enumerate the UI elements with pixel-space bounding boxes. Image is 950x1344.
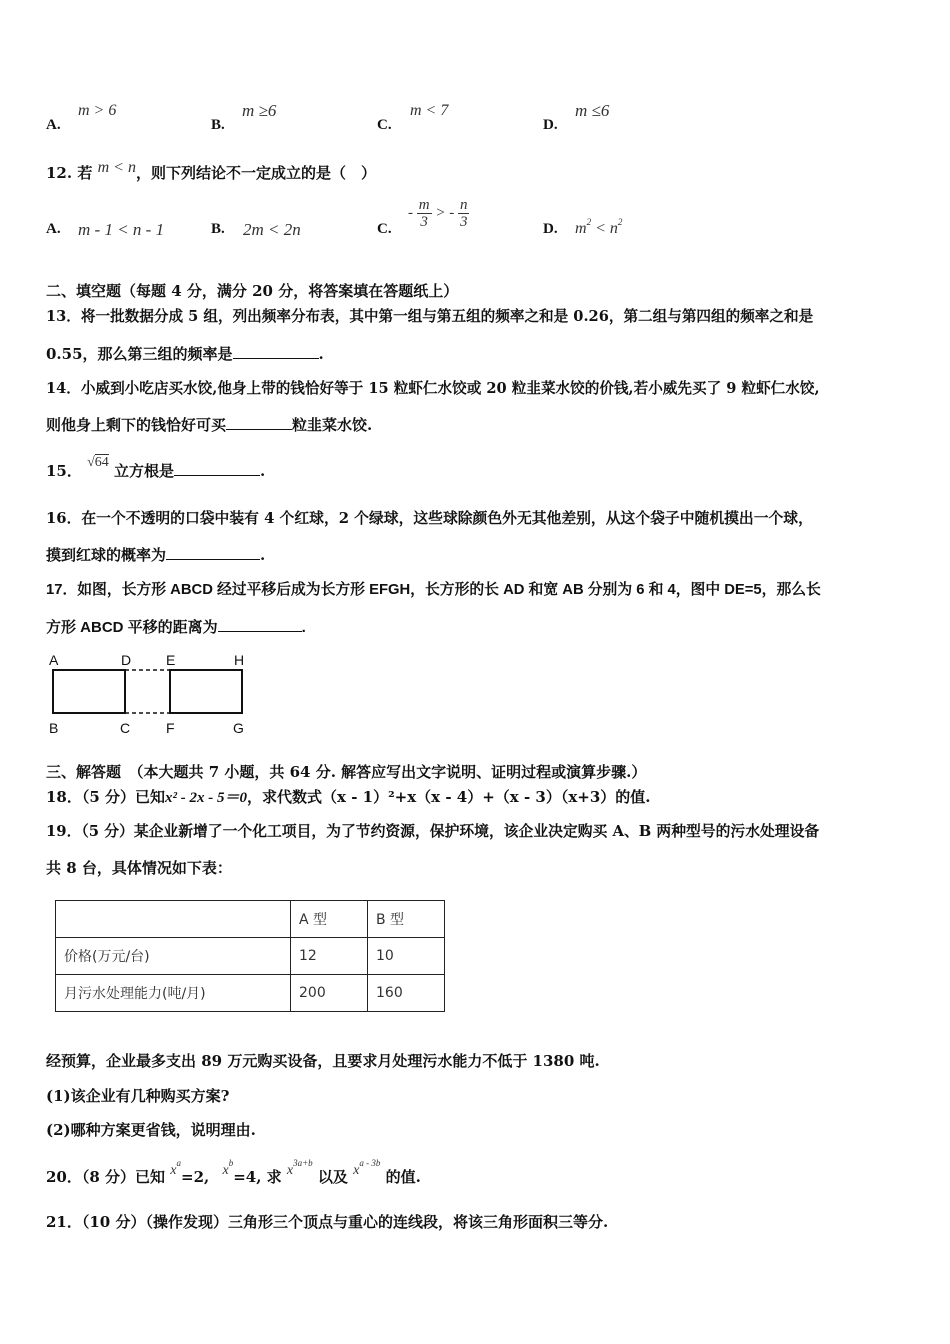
period: . xyxy=(260,462,266,480)
power-x-b xyxy=(222,1158,234,1178)
q11-option-d xyxy=(543,114,558,134)
power-x-3a-plus-b xyxy=(286,1158,313,1178)
table-header-row xyxy=(56,901,445,938)
q12-stem xyxy=(46,159,376,183)
q12-option-a-letter: A. xyxy=(46,221,61,237)
table-header-cell: B 型 xyxy=(368,901,445,938)
q21: 21．（10 分）（操作发现）三角形三个顶点与重心的连线段，将该三角形面积三等分. xyxy=(46,1213,609,1231)
exponent: a - 3b xyxy=(359,1158,381,1168)
equipment-table xyxy=(55,900,445,1012)
table-cell: 价格(万元/台) xyxy=(56,938,291,975)
q13-line1: 13．将一批数据分成 5 组，列出频率分布表，其中第一组与第五组的频率之和是 0.26，第二组与第四组的频率之和是 xyxy=(46,308,814,325)
q14-line2-tail: 粒韭菜水饺. xyxy=(292,416,373,434)
rectangle-translation-figure xyxy=(44,650,254,740)
q12-pre: 若 xyxy=(77,164,93,182)
and-text: 以及 xyxy=(317,1168,348,1186)
q12-option-d-math xyxy=(575,217,623,238)
label-g: G xyxy=(233,720,244,736)
exponent: b xyxy=(228,1158,234,1168)
q16-line2-text: 摸到红球的概率为 xyxy=(46,546,167,564)
option-letter: B. xyxy=(211,117,225,133)
exponent: a xyxy=(176,1158,181,1168)
label-d: D xyxy=(121,652,132,668)
q11-option-b-math: m ≥6 xyxy=(242,101,277,120)
denominator: 3 xyxy=(459,214,468,230)
q19-after1: 经预算，企业最多支出 89 万元购买设备，且要求月处理污水能力不低于 1380 吨. xyxy=(46,1052,600,1070)
label-a: A xyxy=(49,652,59,668)
fraction-m-over-3 xyxy=(417,197,432,230)
sqrt-expression: √64 xyxy=(87,455,109,470)
q18-rest: ，求代数式（x - 1）²+x（x - 4）+（x - 3）（x+3）的值. xyxy=(247,788,651,806)
answer-blank[interactable] xyxy=(218,619,302,632)
base: x xyxy=(286,1163,294,1178)
exponent: 2 xyxy=(586,217,592,227)
power-x-a xyxy=(170,1158,181,1178)
answer-blank[interactable] xyxy=(174,463,260,476)
table-cell: 月污水处理能力(吨/月) xyxy=(56,975,291,1012)
option-letter: D. xyxy=(543,117,558,133)
label-e: E xyxy=(166,652,176,668)
base: x xyxy=(170,1163,177,1178)
q12-option-b-letter: B. xyxy=(211,221,225,237)
label-h: H xyxy=(234,652,245,668)
q11-option-a xyxy=(46,114,61,134)
period: . xyxy=(301,619,306,636)
q12-post: ，则下列结论不一定成立的是（ ） xyxy=(135,164,376,182)
period: . xyxy=(318,345,324,363)
q20-post: 的值. xyxy=(385,1168,421,1186)
q18 xyxy=(46,786,651,807)
base: x xyxy=(222,1163,229,1178)
denominator: 3 xyxy=(420,214,428,230)
numerator: m xyxy=(418,197,430,213)
q11-option-c-math: m < 7 xyxy=(410,102,449,119)
q13-line2 xyxy=(46,343,324,364)
q16-line2 xyxy=(46,544,265,565)
value: =4, 求 xyxy=(233,1168,282,1186)
numerator: n xyxy=(459,197,468,213)
q13-line2-text: 0.55，那么第三组的频率是 xyxy=(46,345,233,363)
fraction-n-over-3 xyxy=(458,197,470,230)
q12-option-c-math xyxy=(408,197,469,230)
q20-pre: 20．（8 分）已知 xyxy=(46,1168,166,1186)
exponent: 3a+b xyxy=(293,1158,313,1168)
section-2-title: 二、填空题（每题 4 分，满分 20 分，将答案填在答题纸上） xyxy=(46,282,459,300)
option-letter: C. xyxy=(377,117,392,133)
less-than-n: < n xyxy=(595,220,618,237)
q19-part2: (2)哪种方案更省钱，说明理由. xyxy=(46,1121,256,1139)
table-header-cell xyxy=(56,901,291,938)
table-header-cell: A 型 xyxy=(291,901,368,938)
answer-blank[interactable] xyxy=(226,417,292,430)
q12-number: 12. xyxy=(46,164,73,182)
label-b: B xyxy=(49,720,59,736)
q15-text: 立方根是 xyxy=(114,462,175,480)
q16-line1: 16．在一个不透明的口袋中装有 4 个红球，2 个绿球，这些球除颜色外无其他差别，从这个袋子中随机摸出一个球， xyxy=(46,510,813,527)
label-f: F xyxy=(166,720,175,736)
q15 xyxy=(46,455,266,481)
base: x xyxy=(353,1163,360,1178)
q18-equation: x² - 2x - 5＝0 xyxy=(165,790,248,806)
answer-blank[interactable] xyxy=(233,346,319,359)
label-c: C xyxy=(120,720,131,736)
period: . xyxy=(260,546,266,564)
greater-than: > - xyxy=(435,204,455,221)
q12-condition: m < n xyxy=(97,159,136,176)
q11-option-d-math: m ≤6 xyxy=(575,101,610,120)
q14-line2-text: 则他身上剩下的钱恰好可买 xyxy=(46,416,227,434)
q20 xyxy=(46,1158,421,1187)
exponent: 2 xyxy=(617,217,623,227)
q19-line2: 共 8 台，具体情况如下表： xyxy=(46,859,232,877)
q12-option-d-letter: D. xyxy=(543,221,558,237)
q11-option-c xyxy=(377,114,392,134)
q11-option-b xyxy=(211,114,225,134)
radicand: 64 xyxy=(94,455,109,470)
section-3-title: 三、解答题 （本大题共 7 小题，共 64 分. 解答应写出文字说明、证明过程或演算步骤.） xyxy=(46,763,647,781)
q19-line1: 19．（5 分）某企业新增了一个化工项目，为了节约资源，保护环境，该企业决定购买 A、B 两种型号的污水处理设备 xyxy=(46,823,820,840)
q15-number: 15． xyxy=(46,462,82,480)
q17-line2-text: 方形 ABCD 平移的距离为 xyxy=(46,619,218,636)
power-x-a-minus-3b xyxy=(353,1158,381,1178)
q19-part1: (1)该企业有几种购买方案? xyxy=(46,1087,230,1105)
var-m: m xyxy=(575,220,587,237)
table-row xyxy=(56,975,445,1012)
table-cell: 160 xyxy=(368,975,445,1012)
table-cell: 200 xyxy=(291,975,368,1012)
answer-blank[interactable] xyxy=(166,547,260,560)
q12-option-b-math: 2m < 2n xyxy=(243,220,301,239)
rectangle-abcd xyxy=(53,670,125,713)
q14-line2 xyxy=(46,414,372,435)
table-row xyxy=(56,938,445,975)
q14-line1: 14．小威到小吃店买水饺,他身上带的钱恰好等于 15 粒虾仁水饺或 20 粒韭菜水饺的价钱,若小威先买了 9 粒虾仁水饺, xyxy=(46,380,820,397)
q12-option-a-math: m - 1 < n - 1 xyxy=(78,220,165,239)
q17-line2 xyxy=(46,616,306,637)
minus-sign: - xyxy=(408,204,413,221)
rectangle-efgh xyxy=(170,670,242,713)
q12-option-c-letter: C. xyxy=(377,221,392,237)
table-cell: 10 xyxy=(368,938,445,975)
q17-line1: 17．如图，长方形 ABCD 经过平移后成为长方形 EFGH，长方形的长 AD 和宽 AB 分别为 6 和 4，图中 DE=5，那么长 xyxy=(46,582,821,598)
option-letter: A. xyxy=(46,117,61,133)
q11-option-a-math: m > 6 xyxy=(78,102,117,119)
table-cell: 12 xyxy=(291,938,368,975)
value: =2, xyxy=(181,1168,210,1186)
q18-pre: 18．（5 分）已知 xyxy=(46,788,166,806)
